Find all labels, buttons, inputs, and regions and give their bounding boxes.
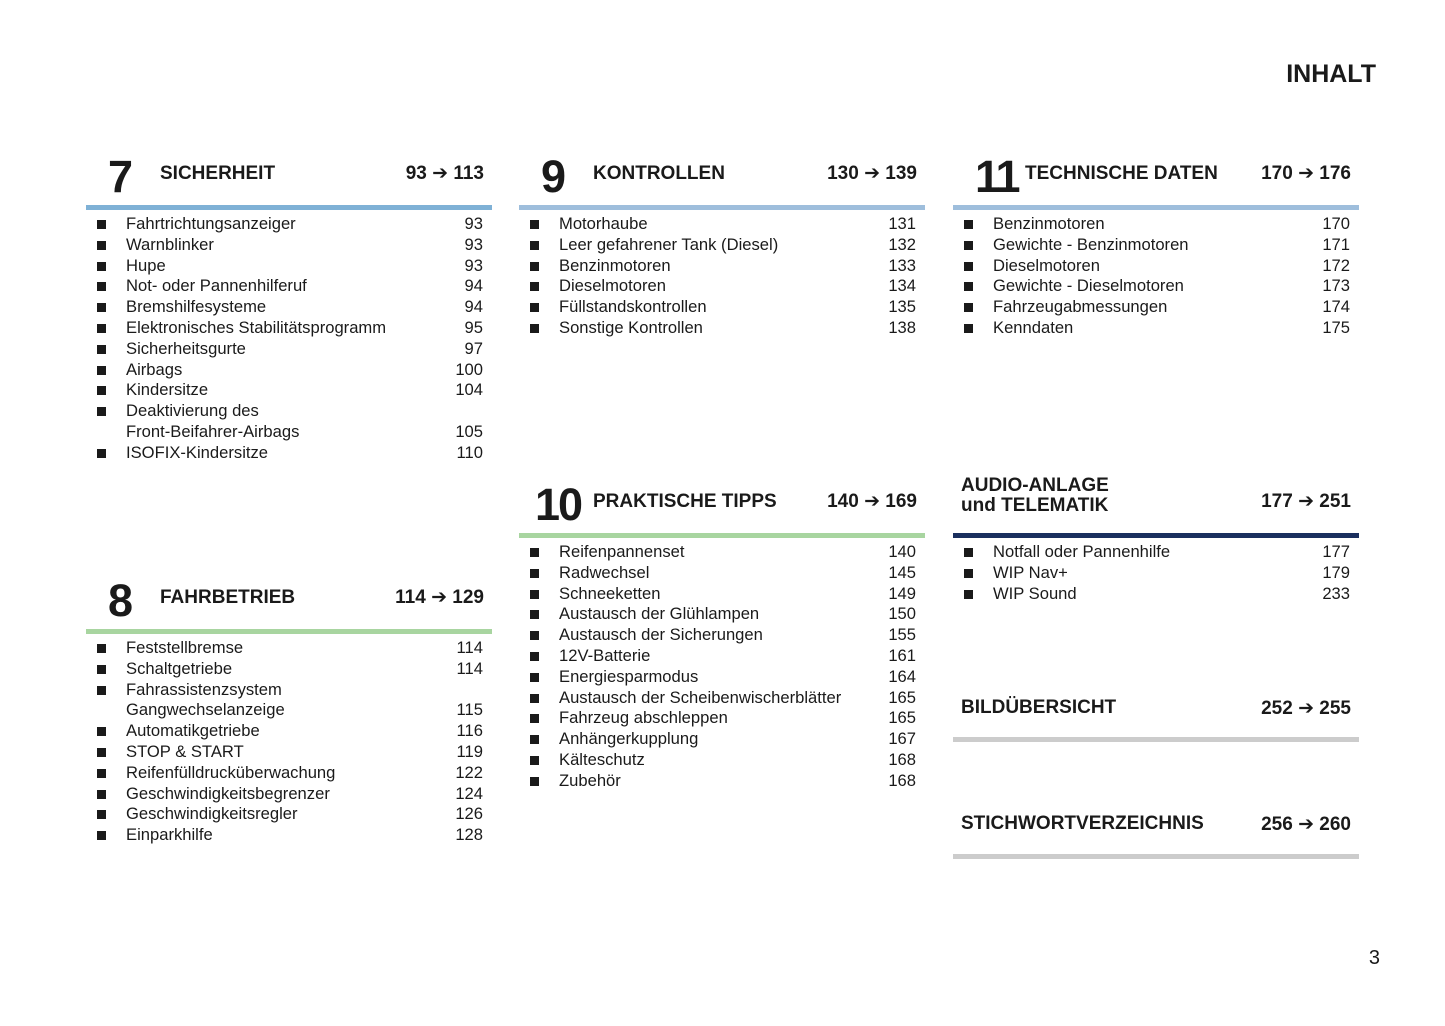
chapter-page: 145 (888, 562, 916, 582)
chapter-label: Fahrzeug abschleppen (559, 708, 728, 728)
chapter-page: 119 (456, 741, 483, 761)
bullet-square-icon (530, 756, 539, 765)
chapter-item[interactable] (86, 804, 492, 825)
chapter-label: Sonstige Kontrollen (559, 317, 703, 337)
chapter-page: 93 (464, 255, 483, 275)
chapter-page: 161 (888, 645, 916, 665)
bullet-square-icon (964, 241, 973, 250)
chapter-page: 100 (455, 359, 483, 379)
chapter-item[interactable] (86, 742, 492, 763)
chapter-page: 173 (1322, 276, 1350, 296)
chapter-label: Gewichte - Dieselmotoren (993, 276, 1184, 296)
chapter-item[interactable] (519, 646, 925, 667)
chapter-label-line2: Front-Beifahrer-Airbags (126, 421, 300, 441)
chapter-item[interactable] (519, 625, 925, 646)
chapter-label: Airbags (126, 359, 183, 379)
bullet-square-icon (964, 303, 973, 312)
chapter-item[interactable] (519, 729, 925, 750)
bullet-square-icon (964, 548, 973, 557)
chapter-page: 155 (888, 625, 916, 645)
bullet-square-icon (97, 303, 106, 312)
bullet-square-icon (530, 694, 539, 703)
chapter-label: Reifenpannenset (559, 542, 685, 561)
chapter-item[interactable] (86, 360, 492, 381)
chapter-label: Bremshilfesysteme (126, 297, 267, 317)
bullet-square-icon (97, 665, 106, 674)
chapter-label: Austausch der Sicherungen (559, 625, 763, 645)
bullet-square-icon (964, 569, 973, 578)
section-page-range: 93 ➔ 113 (405, 163, 484, 184)
chapter-item[interactable] (86, 235, 492, 256)
chapter-page: 94 (464, 297, 483, 317)
chapter-page: 97 (464, 338, 483, 358)
chapter-item[interactable] (953, 276, 1359, 297)
chapter-label: Einparkhilfe (126, 825, 213, 845)
bullet-square-icon (97, 727, 106, 736)
chapter-label: Benzinmotoren (993, 214, 1105, 233)
chapter-page: 116 (456, 721, 483, 741)
chapter-item[interactable] (86, 763, 492, 784)
chapter-label: Leer gefahrener Tank (Diesel) (559, 234, 779, 254)
bullet-square-icon (530, 652, 539, 661)
bullet-square-icon (97, 407, 106, 416)
section-number: 7 (108, 151, 132, 202)
chapter-item[interactable] (519, 297, 925, 318)
chapter-label: Sicherheitsgurte (126, 338, 246, 358)
chapter-item[interactable] (86, 339, 492, 360)
chapter-item[interactable] (519, 235, 925, 256)
section-praktische-tipps (519, 478, 925, 792)
chapter-page: 167 (888, 729, 916, 749)
chapter-list (953, 210, 1359, 339)
chapter-label: Dieselmotoren (993, 255, 1100, 275)
section-sicherheit (86, 150, 492, 464)
chapter-label: Zubehör (559, 770, 621, 790)
chapter-item[interactable] (86, 401, 492, 443)
bullet-square-icon (530, 735, 539, 744)
section-number: 10 (535, 479, 582, 530)
chapter-page: 94 (464, 276, 483, 296)
chapter-item[interactable] (953, 563, 1359, 584)
chapter-list (86, 210, 492, 464)
bullet-square-icon (97, 831, 106, 840)
chapter-page: 165 (888, 708, 916, 728)
bullet-square-icon (97, 282, 106, 291)
chapter-item[interactable] (86, 825, 492, 846)
bullet-square-icon (530, 548, 539, 557)
bullet-square-icon (530, 241, 539, 250)
chapter-label: Anhängerkupplung (559, 729, 699, 749)
bullet-square-icon (97, 241, 106, 250)
chapter-page: 115 (456, 700, 483, 720)
chapter-page: 174 (1322, 297, 1350, 317)
bullet-square-icon (97, 644, 106, 653)
chapter-page: 150 (888, 604, 916, 624)
chapter-page: 134 (888, 276, 916, 296)
chapter-label: Fahrtrichtungsanzeiger (126, 214, 296, 233)
bullet-square-icon (964, 324, 973, 333)
chapter-label: Radwechsel (559, 562, 650, 582)
chapter-item[interactable] (86, 318, 492, 339)
chapter-item[interactable] (953, 297, 1359, 318)
section-header[interactable] (86, 150, 492, 200)
chapter-item[interactable] (86, 276, 492, 297)
section-title: FAHRBETRIEB (160, 587, 296, 608)
chapter-item[interactable] (953, 542, 1359, 563)
chapter-label: Benzinmotoren (559, 255, 671, 275)
bullet-square-icon (530, 631, 539, 640)
chapter-page: 165 (888, 687, 916, 707)
chapter-page: 122 (455, 762, 483, 782)
chapter-item[interactable] (953, 256, 1359, 277)
chapter-list (519, 538, 925, 792)
chapter-item[interactable] (519, 563, 925, 584)
chapter-item[interactable] (86, 784, 492, 805)
chapter-label: Elektronisches Stabilitätsprogramm (126, 317, 387, 337)
section-fahrbetrieb (86, 574, 492, 846)
chapter-page: 93 (464, 234, 483, 254)
bullet-square-icon (530, 714, 539, 723)
chapter-label: Motorhaube (559, 214, 648, 233)
bullet-square-icon (97, 386, 106, 395)
section-header[interactable] (519, 478, 925, 528)
section-page-range: 256 ➔ 260 (1261, 814, 1351, 835)
chapter-label: Füllstandskontrollen (559, 297, 707, 317)
page-number: 3 (1368, 947, 1380, 969)
chapter-item[interactable] (86, 680, 492, 722)
chapter-label: Austausch der Glühlampen (559, 604, 760, 624)
chapter-item[interactable] (519, 584, 925, 605)
section-title (961, 476, 1109, 516)
section-technische-daten (953, 150, 1359, 339)
chapter-label: WIP Sound (993, 583, 1077, 603)
bullet-square-icon (97, 220, 106, 229)
section-title: TECHNISCHE DATEN (1025, 163, 1218, 184)
chapter-item[interactable] (86, 297, 492, 318)
chapter-label: ISOFIX-Kindersitze (126, 442, 269, 462)
chapter-label: Deaktivierung des (126, 401, 259, 421)
section-title: PRAKTISCHE TIPPS (593, 491, 777, 512)
chapter-item[interactable] (519, 318, 925, 339)
chapter-item[interactable] (953, 318, 1359, 339)
chapter-label: Warnblinker (126, 234, 214, 254)
section-page-range: 140 ➔ 169 (827, 491, 917, 512)
bullet-square-icon (530, 777, 539, 786)
chapter-label: Fahrzeugabmessungen (993, 297, 1168, 317)
section-title: KONTROLLEN (593, 163, 725, 184)
chapter-item[interactable] (519, 256, 925, 277)
bullet-square-icon (964, 262, 973, 271)
chapter-list (519, 210, 925, 339)
bullet-square-icon (530, 569, 539, 578)
chapter-page: 149 (888, 583, 916, 603)
chapter-page: 172 (1322, 255, 1350, 275)
section-rule (953, 854, 1359, 859)
chapter-label: Geschwindigkeitsregler (126, 804, 298, 824)
chapter-page: 114 (456, 638, 483, 657)
bullet-square-icon (97, 324, 106, 333)
section-rule (953, 737, 1359, 742)
chapter-page: 114 (456, 658, 483, 678)
chapter-page: 138 (888, 317, 916, 337)
section-header[interactable] (86, 574, 492, 624)
chapter-label: Dieselmotoren (559, 276, 666, 296)
chapter-label: Notfall oder Pannenhilfe (993, 542, 1171, 561)
page-title: INHALT (1286, 60, 1376, 88)
bullet-square-icon (530, 282, 539, 291)
chapter-item[interactable] (86, 214, 492, 235)
chapter-page: 128 (455, 825, 483, 845)
section-title-line2: und TELEMATIK (961, 495, 1109, 516)
chapter-page: 93 (464, 214, 483, 233)
chapter-item[interactable] (953, 214, 1359, 235)
chapter-item[interactable] (953, 584, 1359, 605)
chapter-item[interactable] (519, 750, 925, 771)
chapter-item[interactable] (519, 604, 925, 625)
chapter-label: WIP Nav+ (993, 562, 1068, 582)
bullet-square-icon (97, 345, 106, 354)
bullet-square-icon (97, 449, 106, 458)
chapter-page: 131 (888, 214, 916, 233)
bullet-square-icon (97, 790, 106, 799)
chapter-item[interactable] (86, 256, 492, 277)
bullet-square-icon (530, 324, 539, 333)
chapter-label: Kindersitze (126, 380, 209, 400)
chapter-item[interactable] (519, 771, 925, 792)
bullet-square-icon (530, 610, 539, 619)
chapter-page: 105 (455, 421, 483, 441)
chapter-label: Automatikgetriebe (126, 721, 260, 741)
section-stichwortverzeichnis[interactable] (953, 813, 1359, 863)
chapter-label: Reifenfülldrucküberwachung (126, 762, 336, 782)
section-title: BILDÜBERSICHT (961, 697, 1117, 718)
bullet-square-icon (530, 303, 539, 312)
chapter-list (953, 538, 1359, 604)
section-page-range: 114 ➔ 129 (395, 587, 484, 608)
chapter-label: Schaltgetriebe (126, 658, 233, 678)
bullet-square-icon (530, 262, 539, 271)
bullet-square-icon (97, 262, 106, 271)
chapter-label-line2: Gangwechselanzeige (126, 700, 285, 720)
section-page-range: 252 ➔ 255 (1261, 698, 1351, 719)
chapter-label: Not- oder Pannenhilferuf (126, 276, 307, 296)
section-header (953, 813, 1359, 843)
chapter-page: 110 (456, 442, 483, 462)
chapter-label: Geschwindigkeitsbegrenzer (126, 783, 330, 803)
chapter-item[interactable] (86, 638, 492, 659)
chapter-item[interactable] (86, 721, 492, 742)
section-kontrollen (519, 150, 925, 339)
chapter-label: 12V-Batterie (559, 645, 651, 665)
section-header[interactable] (953, 475, 1359, 528)
bullet-square-icon (97, 366, 106, 375)
section-number: 8 (108, 575, 132, 626)
chapter-item[interactable] (86, 443, 492, 464)
section-bilduebersicht[interactable] (953, 697, 1359, 747)
chapter-page: 126 (455, 804, 483, 824)
chapter-page: 133 (888, 255, 916, 275)
chapter-label: Gewichte - Benzinmotoren (993, 234, 1189, 254)
chapter-page: 177 (1322, 542, 1350, 561)
chapter-label: Energiesparmodus (559, 666, 699, 686)
bullet-square-icon (530, 590, 539, 599)
chapter-label: Feststellbremse (126, 638, 244, 657)
bullet-square-icon (964, 590, 973, 599)
chapter-label: Kälteschutz (559, 749, 645, 769)
chapter-item[interactable] (953, 235, 1359, 256)
chapter-label: Schneeketten (559, 583, 661, 603)
bullet-square-icon (97, 810, 106, 819)
bullet-square-icon (964, 220, 973, 229)
chapter-page: 179 (1322, 562, 1350, 582)
chapter-page: 233 (1322, 583, 1350, 603)
section-header[interactable] (519, 150, 925, 200)
chapter-item[interactable] (519, 542, 925, 563)
section-audio-telematik (953, 475, 1359, 604)
section-page-range: 177 ➔ 251 (1261, 491, 1351, 512)
section-title: SICHERHEIT (160, 163, 276, 184)
chapter-page: 135 (888, 297, 916, 317)
bullet-square-icon (97, 769, 106, 778)
chapter-page: 164 (888, 666, 916, 686)
chapter-item[interactable] (519, 708, 925, 729)
bullet-square-icon (97, 686, 106, 695)
chapter-page: 171 (1322, 234, 1350, 254)
chapter-item[interactable] (519, 688, 925, 709)
chapter-page: 140 (888, 542, 916, 561)
chapter-item[interactable] (86, 659, 492, 680)
chapter-item[interactable] (519, 276, 925, 297)
chapter-page: 124 (455, 783, 483, 803)
chapter-item[interactable] (86, 380, 492, 401)
chapter-item[interactable] (519, 667, 925, 688)
bullet-square-icon (964, 282, 973, 291)
chapter-page: 175 (1322, 317, 1350, 337)
section-page-range: 170 ➔ 176 (1261, 163, 1351, 184)
chapter-label: Hupe (126, 255, 166, 275)
chapter-page: 170 (1322, 214, 1350, 233)
bullet-square-icon (97, 748, 106, 757)
chapter-label: Austausch der Scheibenwischerblätter (559, 687, 842, 707)
chapter-page: 168 (888, 749, 916, 769)
chapter-label: Fahrassistenzsystem (126, 679, 282, 699)
section-header (953, 697, 1359, 727)
chapter-page: 104 (455, 380, 483, 400)
section-header[interactable] (953, 150, 1359, 200)
section-page-range: 130 ➔ 139 (827, 163, 917, 184)
section-number: 11 (975, 151, 1019, 202)
bullet-square-icon (530, 220, 539, 229)
chapter-label: STOP & START (126, 741, 244, 761)
section-title-line1: AUDIO-ANLAGE (961, 475, 1109, 496)
chapter-label: Kenndaten (993, 317, 1074, 337)
section-title: STICHWORTVERZEICHNIS (961, 813, 1204, 834)
section-number: 9 (541, 151, 565, 202)
chapter-list (86, 634, 492, 846)
bullet-square-icon (530, 673, 539, 682)
chapter-page: 95 (464, 317, 483, 337)
chapter-page: 168 (888, 770, 916, 790)
chapter-page: 132 (888, 234, 916, 254)
chapter-item[interactable] (519, 214, 925, 235)
